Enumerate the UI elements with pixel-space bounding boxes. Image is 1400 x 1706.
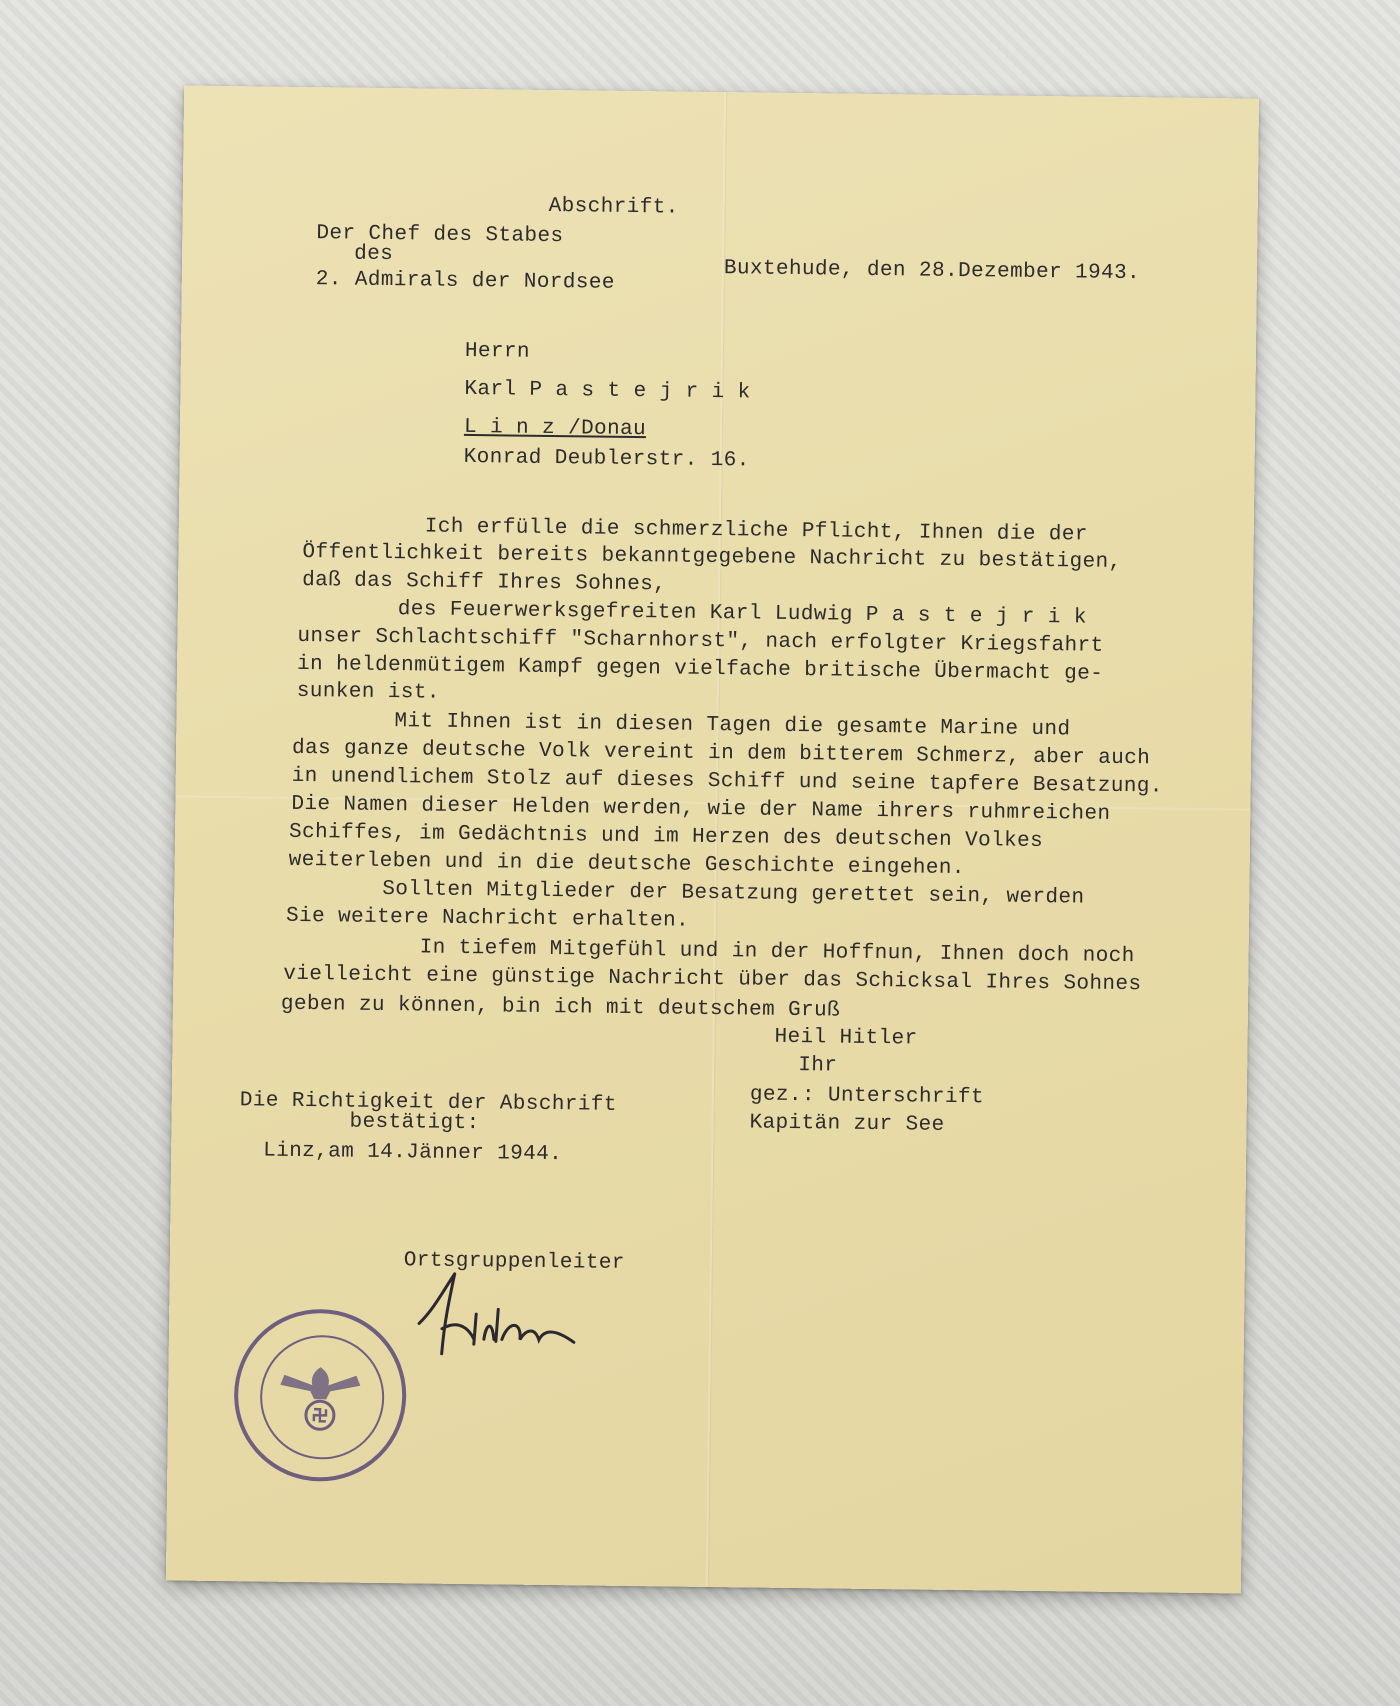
closing-rank: Kapitän zur See (749, 1111, 945, 1137)
certification-role: Ortsgruppenleiter (403, 1249, 626, 1275)
sender-line-3: 2. Admirals der Nordsee (315, 268, 615, 295)
body-line-12: Schiffes, im Gedächtnis und im Herzen des deutschen Volkes (288, 820, 1044, 854)
certification-line-3: Linz,am 14.Jänner 1944. (263, 1139, 563, 1167)
certification-line-2: bestätigt: (349, 1110, 480, 1136)
handwritten-signature (414, 1268, 585, 1370)
body-line-8: Mit Ihnen ist in diesen Tagen die gesamte Marine und (394, 710, 1071, 742)
sender-line-1: Der Chef des Stabes (316, 222, 564, 249)
recipient-street: Konrad Deublerstr. 16. (463, 445, 750, 473)
closing-ihr: Ihr (798, 1054, 838, 1078)
body-line-13: weiterleben und in die deutsche Geschichte eingehen. (288, 848, 965, 881)
body-line-4: des Feuerwerksgefreiten Karl Ludwig P a s t e j r i k (397, 598, 1087, 630)
body-line-1: Ich erfülle die schmerzliche Pflicht, Ihnen die der (424, 515, 1088, 547)
body-line-9: das ganze deutsche Volk vereint in dem bitterem Schmerz, aber auch (291, 736, 1151, 771)
letter-sheet (166, 85, 1259, 1593)
body-line-17: vielleicht eine günstige Nachricht über das Schicksal Ihres Sohnes (283, 962, 1142, 997)
recipient-city: L i n z /Donau (463, 415, 647, 442)
body-line-10: in unendlichem Stolz auf dieses Schiff und seine tapfere Besatzung. (291, 764, 1163, 799)
body-line-16: In tiefem Mitgefühl und in der Hoffnun, Ihnen doch noch (419, 936, 1135, 969)
closing-signed: gez.: Unterschrift (749, 1083, 985, 1110)
body-line-14: Sollten Mitglieder der Besatzung gerettet sein, werden (382, 877, 1085, 910)
body-line-5: unser Schlachtschiff "Scharnhorst", nach erfolgter Kriegsfahrt (297, 624, 1104, 658)
body-line-18: geben zu können, bin ich mit deutschem Gruß (280, 992, 841, 1023)
party-office-stamp (233, 1308, 407, 1482)
sender-line-2: des (353, 242, 394, 267)
certification-line-1: Die Richtigkeit der Abschrift (239, 1089, 617, 1117)
body-line-7: sunken ist. (296, 679, 440, 705)
closing-greeting: Heil Hitler (774, 1025, 918, 1051)
place-date: Buxtehude, den 28.Dezember 1943. (723, 257, 1141, 286)
body-line-11: Die Namen dieser Helden werden, wie der Name ihrers ruhmreichen (291, 792, 1111, 826)
body-line-2: Öffentlichkeit bereits bekanntgegebene Nachricht zu bestätigen, (302, 540, 1122, 574)
document-heading: Abschrift. (548, 194, 679, 220)
recipient-name: Karl P a s t e j r i k (464, 377, 751, 405)
body-line-15: Sie weitere Nachricht erhalten. (285, 904, 690, 933)
eagle-emblem-icon (274, 1355, 367, 1434)
recipient-salutation: Herrn (464, 339, 531, 364)
body-line-3: daß das Schiff Ihres Sohnes, (301, 568, 667, 597)
body-line-6: in heldenmütigem Kampf gegen vielfache britische Übermacht ge- (296, 652, 1104, 686)
